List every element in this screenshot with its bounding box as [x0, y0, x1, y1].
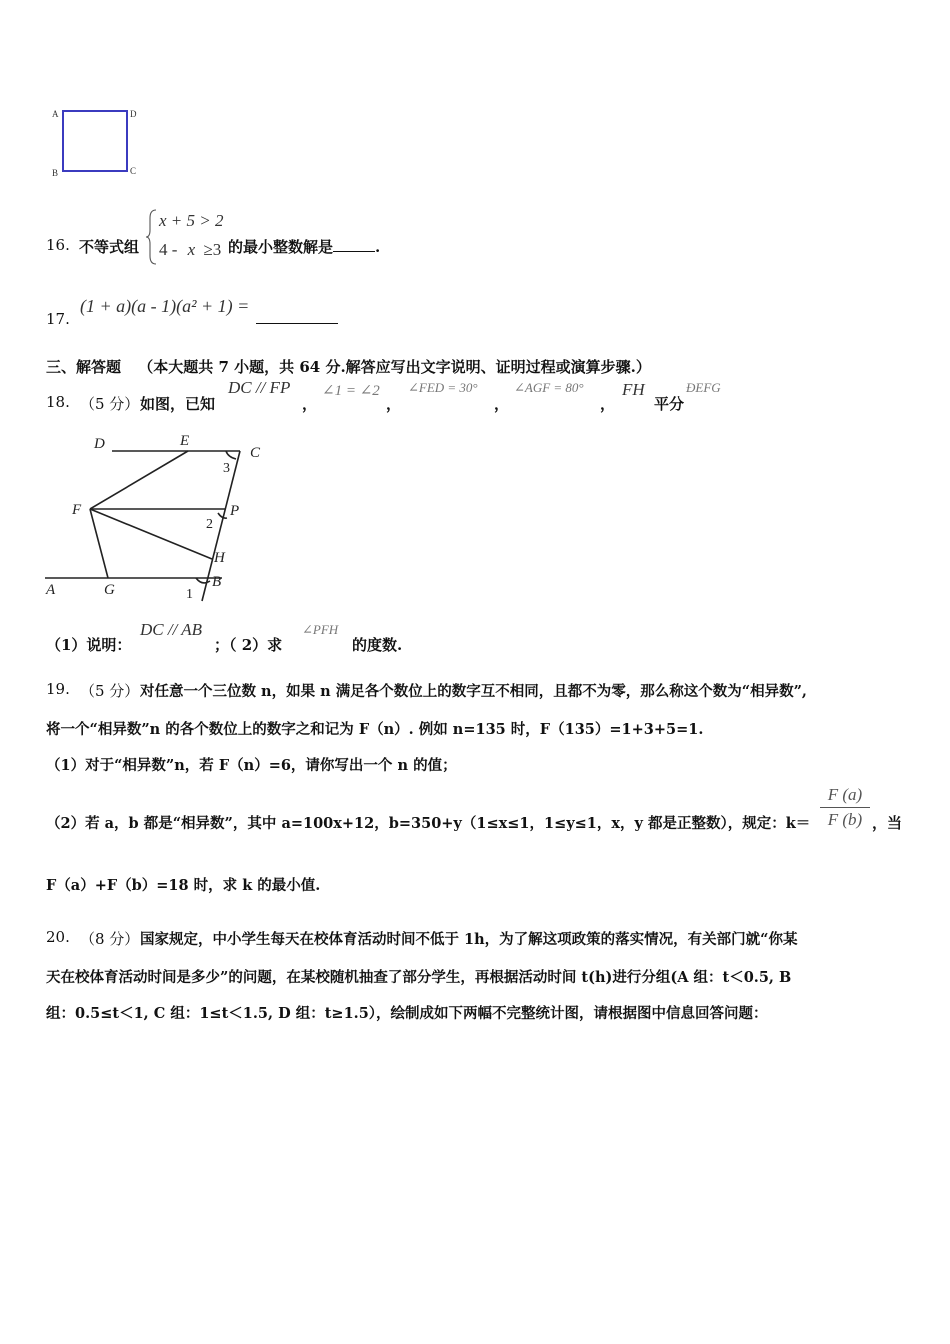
- label-a: A: [46, 582, 56, 598]
- label-d: D: [94, 436, 105, 452]
- line-fg: [90, 509, 108, 578]
- label-p: P: [230, 503, 240, 519]
- q18-sub2-math: ∠PFH: [302, 622, 339, 637]
- q19-sub-2: （2）若 a，b 都是“相异数”，其中 a=100x+12，b=350+y（1≤x≤1，1≤y≤1，x，y 都是正整数），规定：k＝: [46, 815, 811, 832]
- q19-fraction: [820, 784, 870, 831]
- label-e: E: [180, 433, 190, 449]
- q18-sub2-tail: 的度数.: [352, 636, 403, 654]
- q18-comma-4: ，: [600, 395, 616, 413]
- square-label-b: B: [52, 168, 59, 178]
- q19-sub2-last: F（a）+F（b）=18 时，求 k 的最小值.: [46, 877, 321, 894]
- square-figure: [48, 104, 148, 184]
- q16-period: .: [375, 238, 381, 256]
- q16-tail-text: 的最小整数解是: [228, 238, 334, 256]
- q19-line-1: 对任意一个三位数 n，如果 n 满足各个数位上的数字互不相同，且都不为零，那么称这个数为“相异数”,: [140, 683, 807, 700]
- q18-geometry-figure: [40, 426, 280, 606]
- q16-ineq2-lead: 4 -: [159, 240, 178, 259]
- q17-answer-blank[interactable]: [256, 307, 338, 324]
- q19-sub-1: （1）对于“相异数”n，若 F（n）=6，请你写出一个 n 的值；: [46, 757, 457, 774]
- q18-score: （5 分）: [80, 395, 140, 413]
- angle-arc-3: [226, 451, 236, 459]
- square-label-a: A: [52, 109, 59, 119]
- q16-number: 16.: [46, 236, 70, 254]
- q19-line-2: 将一个“相异数”n 的各个数位上的数字之和记为 F（n）. 例如 n=135 时，F（135）=1+3+5=1.: [46, 721, 704, 738]
- q19-sub2-tail: ，当: [872, 814, 903, 832]
- q18-comma-3: ，: [494, 395, 510, 413]
- q20-line-2: 天在校体育活动时间是多少”的问题，在某校随机抽查了部分学生，再根据活动时间 t(h)进行分组(A 组：t＜0.5, B: [46, 969, 792, 986]
- angle-label-3: 3: [223, 461, 230, 476]
- section-3-note: （本大题共 7 小题，共 64 分.解答应写出文字说明、证明过程或演算步骤.）: [138, 358, 651, 376]
- q16-answer-blank[interactable]: [333, 251, 375, 252]
- label-f: F: [72, 502, 82, 518]
- q18-sub-separator: ；（ 2）求: [214, 636, 283, 654]
- section-3-heading: [46, 356, 651, 377]
- q18-cond-angle-1-2: ∠1 = ∠2: [322, 383, 380, 399]
- q16-ineq2-x: x: [187, 240, 196, 259]
- label-b: B: [212, 574, 222, 590]
- angle-label-1: 1: [186, 587, 193, 602]
- q19-fraction-numerator: F (a): [827, 785, 863, 804]
- q18-cond-dc-fp: DC // FP: [228, 378, 291, 397]
- q20-line-3: 组：0.5≤t＜1, C 组：1≤t＜1.5, D 组：t≥1.5），绘制成如下两幅不完整统计图，请根据图中信息回答问题：: [46, 1005, 768, 1022]
- q18-comma-2: ，: [386, 395, 402, 413]
- angle-label-2: 2: [206, 517, 213, 532]
- label-h: H: [214, 550, 225, 566]
- q17-number: 17.: [46, 310, 70, 328]
- q16-brace: [145, 208, 159, 266]
- q17-expression: (1 + a)(a - 1)(a² + 1) =: [80, 296, 250, 316]
- q19-score: （5 分）: [80, 682, 140, 700]
- q19-number: 19.: [46, 680, 70, 698]
- q18-cond-agf: ∠AGF = 80°: [514, 380, 584, 395]
- q18-cond-bisect: 平分: [654, 395, 685, 413]
- q18-sub1-lead: （1）说明：: [46, 636, 132, 654]
- q19-fraction-denominator: F (b): [827, 810, 863, 829]
- q16-inequality-1: x + 5 > 2: [159, 211, 224, 230]
- q18-number: 18.: [46, 393, 70, 411]
- line-fh: [90, 509, 212, 559]
- label-g: G: [104, 582, 115, 598]
- q18-cond-fh: FH: [622, 380, 645, 399]
- q18-cond-fed: ∠FED = 30°: [408, 380, 478, 395]
- angle-arc-2: [218, 513, 227, 518]
- q20-line-1: 国家规定，中小学生每天在校体育活动时间不低于 1h，为了解这项政策的落实情况，有关部门就“你某: [140, 931, 798, 948]
- q20-score: （8 分）: [80, 930, 140, 948]
- section-3-title: 三、解答题: [46, 358, 122, 376]
- square-shape: [63, 111, 127, 171]
- q16-lead: 不等式组: [79, 238, 140, 256]
- q18-cond-efg: ÐEFG: [686, 380, 721, 395]
- q19-fraction-bar: [820, 807, 870, 808]
- q18-comma-1: ，: [302, 395, 318, 413]
- label-c: C: [250, 445, 261, 461]
- q20-number: 20.: [46, 928, 70, 946]
- square-label-d: D: [130, 109, 137, 119]
- q16-inequality-2: [159, 240, 221, 260]
- q18-lead: 如图，已知: [140, 395, 216, 413]
- square-label-c: C: [130, 166, 137, 176]
- line-fe: [90, 451, 188, 509]
- q16-tail: [228, 236, 380, 257]
- q18-sub1-math: DC // AB: [140, 620, 203, 639]
- q16-ineq2-rel: ≥3: [203, 240, 222, 259]
